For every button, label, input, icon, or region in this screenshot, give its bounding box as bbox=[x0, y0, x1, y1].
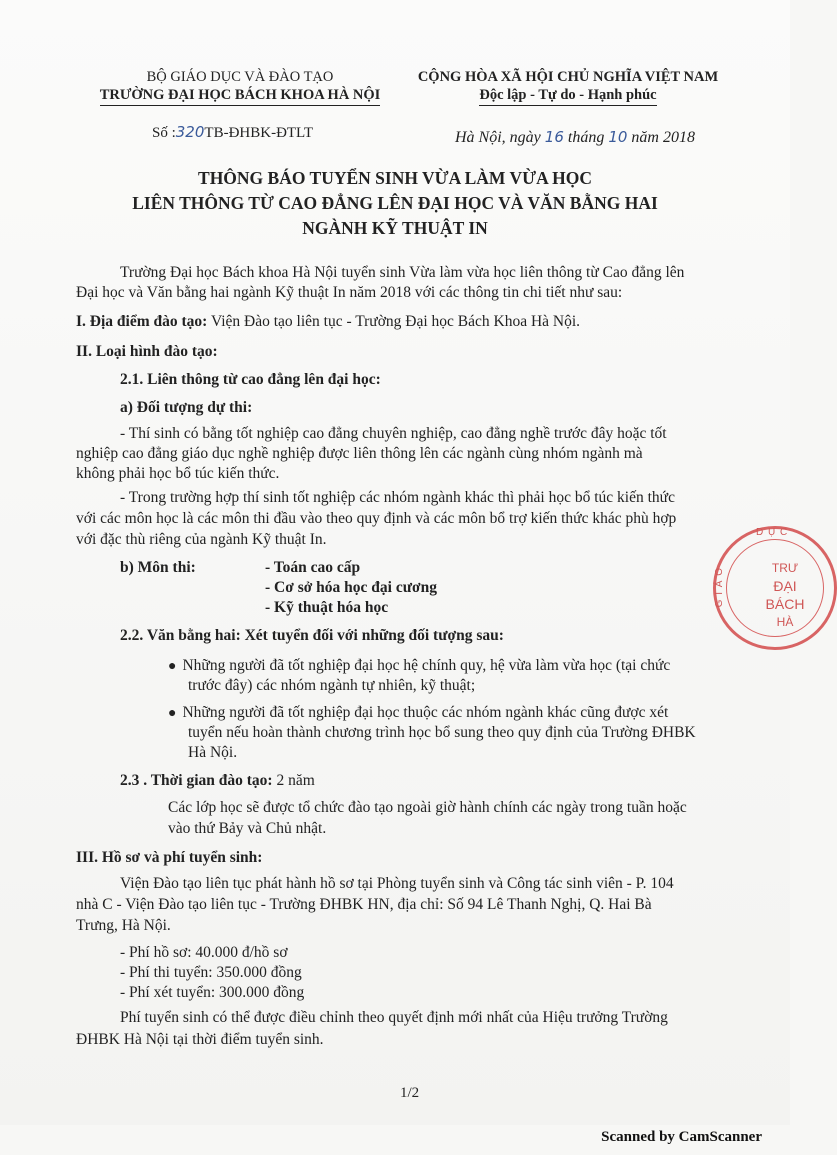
paragraph-line: - Trong trường hợp thí sinh tốt nghiệp các nhóm ngành khác thì phải học bổ túc kiến thức bbox=[120, 489, 675, 506]
section-3-heading: III. Hồ sơ và phí tuyển sinh: bbox=[76, 849, 263, 866]
exam-subject: - Cơ sở hóa học đại cương bbox=[265, 579, 437, 596]
paragraph-line: với các môn học là các môn thi đầu vào theo quy định và các môn bổ trợ kiến thức khác phù hợp bbox=[76, 510, 677, 527]
republic-name: CỘNG HÒA XÃ HỘI CHỦ NGHĨA VIỆT NAM bbox=[417, 69, 719, 85]
seal-text-line: BÁCH bbox=[765, 596, 805, 612]
paragraph-line: với đặc thù riêng của ngành Kỹ thuật In. bbox=[76, 531, 327, 548]
title-line-3: NGÀNH KỸ THUẬT IN bbox=[302, 218, 488, 238]
paragraph-line: ĐHBK Hà Nội tại thời điểm tuyển sinh. bbox=[76, 1031, 324, 1048]
subsection-2-1-a-heading: a) Đối tượng dự thi: bbox=[120, 399, 253, 416]
paragraph-line: Phí tuyển sinh có thể được điều chỉnh theo quyết định mới nhất của Hiệu trưởng Trường bbox=[120, 1009, 668, 1026]
seal-text-line: HÀ bbox=[776, 615, 794, 629]
bullet-item: ● Những người đã tốt nghiệp đại học hệ chính quy, hệ vừa làm vừa học (tại chức bbox=[168, 657, 671, 674]
paragraph-line: Hà Nội. bbox=[188, 744, 238, 761]
exam-subject: - Toán cao cấp bbox=[265, 559, 361, 576]
paragraph-line: tuyển nếu hoàn thành chương trình học bổ sung theo quy định của Trường ĐHBK bbox=[188, 724, 696, 741]
paragraph-line: trước đây) các nhóm ngành tự nhiên, kỹ thuật; bbox=[188, 677, 476, 694]
intro-line-2: Đại học và Văn bằng hai ngành Kỹ thuật In năm 2018 với các thông tin chi tiết như sau: bbox=[76, 284, 623, 301]
subsection-2-1-heading: 2.1. Liên thông từ cao đẳng lên đại học: bbox=[120, 371, 381, 388]
document-date: Hà Nội, ngày 16 tháng 10 năm 2018 bbox=[455, 128, 695, 146]
handwritten-day: 16 bbox=[544, 128, 564, 146]
fee-item: - Phí thi tuyển: 350.000 đồng bbox=[120, 964, 302, 981]
section-2-heading: II. Loại hình đào tạo: bbox=[76, 343, 218, 360]
national-header bbox=[408, 68, 728, 106]
seal-ring-text: D Ụ C bbox=[756, 527, 789, 538]
seal-text-line: TRƯ bbox=[771, 561, 799, 575]
section-1-heading: I. Địa điểm đào tạo: bbox=[76, 313, 208, 330]
handwritten-number: 320 bbox=[175, 123, 205, 141]
fee-item: - Phí hồ sơ: 40.000 đ/hồ sơ bbox=[120, 944, 288, 961]
paragraph-line: Các lớp học sẽ được tổ chức đào tạo ngoài giờ hành chính các ngày trong tuần hoặc bbox=[168, 799, 687, 816]
subsection-2-3 bbox=[120, 771, 315, 791]
paragraph-line: - Thí sinh có bằng tốt nghiệp cao đẳng chuyên nghiệp, cao đẳng nghề trước đây hoặc tốt bbox=[120, 425, 667, 442]
paragraph-line: Trưng, Hà Nội. bbox=[76, 917, 171, 934]
bullet-item: ● Những người đã tốt nghiệp đại học thuộc các nhóm ngành khác cũng được xét bbox=[168, 704, 669, 721]
bullet-icon: ● bbox=[168, 706, 177, 721]
bullet-icon: ● bbox=[168, 659, 177, 674]
document-number: Số :320TB-ĐHBK-ĐTLT bbox=[152, 123, 314, 141]
subsection-2-1-b-heading: b) Môn thi: bbox=[120, 559, 196, 576]
scanner-watermark: Scanned by CamScanner bbox=[601, 1129, 762, 1145]
ministry-name: BỘ GIÁO DỤC VÀ ĐÀO TẠO bbox=[146, 69, 334, 85]
page-number: 1/2 bbox=[400, 1085, 420, 1101]
paragraph-line: không phải học bổ túc kiến thức. bbox=[76, 465, 280, 482]
title-line-2: LIÊN THÔNG TỪ CAO ĐẲNG LÊN ĐẠI HỌC VÀ VĂN BẰNG HAI bbox=[132, 193, 658, 213]
paragraph-line: nhà C - Viện Đào tạo liên tục - Trường ĐHBK HN, địa chỉ: Số 94 Lê Thanh Nghị, Q. Hai Bà bbox=[76, 896, 652, 913]
university-name: TRƯỜNG ĐẠI HỌC BÁCH KHOA HÀ NỘI bbox=[90, 86, 390, 106]
fee-item: - Phí xét tuyển: 300.000 đồng bbox=[120, 984, 305, 1001]
training-duration: 2 năm bbox=[276, 772, 315, 789]
exam-subject: - Kỹ thuật hóa học bbox=[265, 599, 389, 616]
seal-ring-text: G I Á O bbox=[714, 567, 725, 608]
intro-line-1: Trường Đại học Bách khoa Hà Nội tuyển sinh Vừa làm vừa học liên thông từ Cao đẳng lên bbox=[120, 264, 685, 281]
subsection-2-2-heading: 2.2. Văn bằng hai: Xét tuyển đối với những đối tượng sau: bbox=[120, 627, 504, 644]
section-1-text: Viện Đào tạo liên tục - Trường Đại học Bách Khoa Hà Nội. bbox=[210, 313, 581, 330]
paragraph-line: nghiệp cao đẳng giáo dục nghề nghiệp được liên thông lên các ngành cùng nhóm ngành mà bbox=[76, 445, 643, 462]
section-1 bbox=[76, 312, 580, 332]
national-motto: Độc lập - Tự do - Hạnh phúc bbox=[408, 86, 728, 106]
issuer-block bbox=[90, 68, 390, 106]
title-line-1: THÔNG BÁO TUYỂN SINH VỪA LÀM VỪA HỌC bbox=[198, 168, 592, 188]
seal-text-line: ĐẠI bbox=[773, 578, 797, 594]
subsection-2-3-heading: 2.3 . Thời gian đào tạo: bbox=[120, 772, 273, 789]
paragraph-line: Viện Đào tạo liên tục phát hành hồ sơ tại Phòng tuyển sinh và Công tác sinh viên - P. 104 bbox=[120, 875, 674, 892]
paragraph-line: vào thứ Bảy và Chủ nhật. bbox=[168, 820, 327, 837]
official-seal bbox=[713, 526, 837, 650]
handwritten-month: 10 bbox=[608, 128, 628, 146]
